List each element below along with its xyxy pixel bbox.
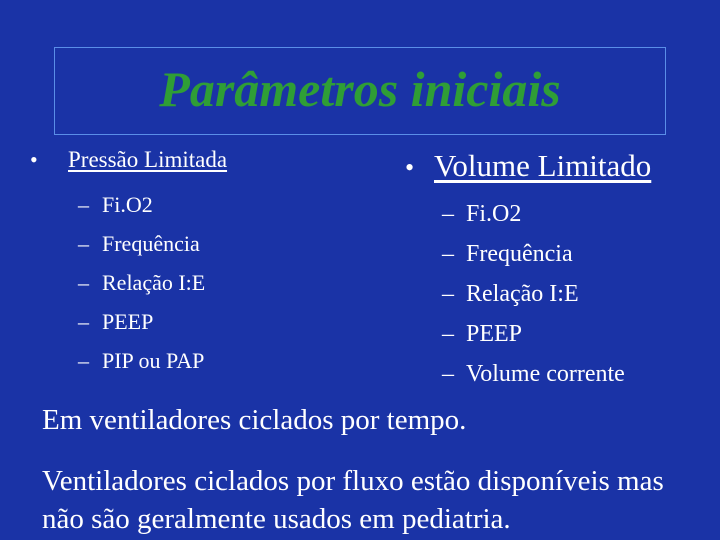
list-item	[442, 274, 651, 314]
list-item	[442, 354, 651, 394]
dash-icon: –	[78, 309, 89, 334]
list-item-label: PEEP	[466, 321, 523, 347]
left-heading-row	[30, 147, 227, 173]
dash-icon: –	[78, 348, 89, 373]
list-item	[78, 185, 227, 224]
dash-icon: –	[442, 321, 454, 347]
dash-icon: –	[78, 231, 89, 256]
dash-icon: –	[442, 281, 454, 307]
right-sub-list	[442, 194, 651, 394]
list-item-label: Fi.O2	[466, 201, 522, 227]
right-heading: Volume Limitado	[434, 148, 652, 183]
list-item-label: Relação I:E	[466, 281, 579, 307]
left-column	[30, 147, 227, 380]
list-item-label: Frequência	[102, 231, 200, 256]
list-item-label: PEEP	[102, 309, 154, 334]
dash-icon: –	[442, 361, 454, 387]
slide-title: Parâmetros iniciais	[159, 61, 561, 117]
list-item-label: PIP ou PAP	[102, 348, 205, 373]
title-box	[54, 47, 666, 135]
list-item	[442, 194, 651, 234]
list-item-label: Relação I:E	[102, 270, 206, 295]
list-item-label: Fi.O2	[102, 192, 153, 217]
right-column	[405, 148, 651, 394]
left-sub-list	[78, 185, 227, 380]
list-item	[78, 341, 227, 380]
right-heading-row	[405, 148, 651, 184]
list-item	[78, 302, 227, 341]
bullet-icon: •	[405, 153, 415, 182]
dash-icon: –	[442, 241, 454, 267]
list-item	[442, 314, 651, 354]
list-item	[78, 263, 227, 302]
flow-cycled-paragraph: Ventiladores ciclados por fluxo estão disponíveis mas não são geralmente usados em pediatria.	[42, 465, 664, 535]
list-item	[442, 234, 651, 274]
left-heading: Pressão Limitada	[68, 147, 228, 172]
dash-icon: –	[78, 192, 89, 217]
dash-icon: –	[442, 201, 454, 227]
bullet-icon: •	[30, 147, 38, 172]
dash-icon: –	[78, 270, 89, 295]
list-item	[78, 224, 227, 263]
list-item-label: Volume corrente	[466, 361, 625, 387]
list-item-label: Frequência	[466, 241, 573, 267]
cycling-note: Em ventiladores ciclados por tempo.	[42, 404, 467, 436]
